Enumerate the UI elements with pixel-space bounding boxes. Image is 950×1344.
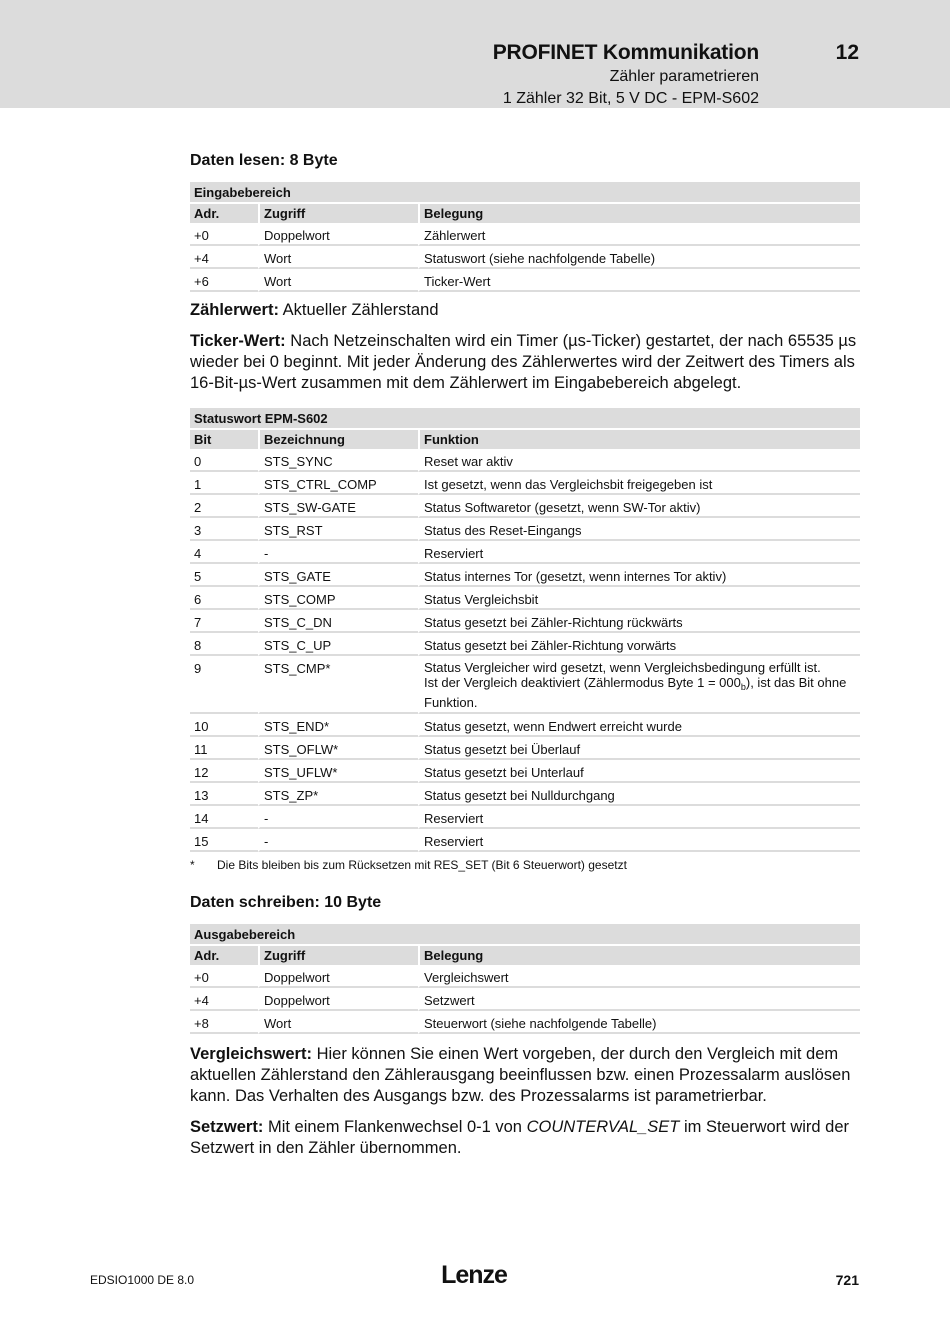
table-cell (418, 658, 860, 714)
table-cell: STS_C_DN (258, 612, 418, 633)
paragraph-text: Nach Netzeinschalten wird ein Timer (µs-Ticker) gestartet, der nach 65535 µs wieder bei 0 beginnt. Mit jeder Änderung des Zählerwertes wird der Zeitwert des Timers als 16-Bit-µs-Wert zusammen mit dem Zählerwert im Eingabebereich abgelegt. (190, 332, 857, 392)
table-cell: Status des Reset-Eingangs (418, 520, 860, 541)
table-row (190, 967, 860, 988)
table-row (190, 831, 860, 852)
paragraph-text: im Steuerwort wird der Setzwert in den Zähler übernommen. (190, 1118, 850, 1157)
input-area-table (190, 180, 860, 294)
table-caption: Eingabebereich (190, 182, 860, 202)
table-cell: STS_END* (258, 716, 418, 737)
table-row (190, 271, 860, 292)
table-cell: 0 (190, 451, 258, 472)
table-cell: STS_SW-GATE (258, 497, 418, 518)
table-cell: STS_CMP* (258, 658, 418, 714)
table-cell: STS_COMP (258, 589, 418, 610)
column-header: Adr. (190, 946, 258, 965)
subscript: b (740, 682, 746, 692)
paragraph-text: Mit einem Flankenwechsel 0-1 von (263, 1118, 527, 1136)
table-row (190, 497, 860, 518)
paragraph-text: Hier können Sie einen Wert vorgeben, der durch den Vergleich mit dem aktuellen Zählerstand den Zählerausgang beeinflussen bzw. einen Prozessalarm auslösen kann. Das Verhalten des Ausgangs bzw. des Prozessalarms ist parametrierbar. (190, 1045, 851, 1105)
table-cell: Doppelwort (258, 967, 418, 988)
table-cell: - (258, 808, 418, 829)
table-cell: Reserviert (418, 808, 860, 829)
table-footnote (190, 858, 860, 872)
table-row (190, 566, 860, 587)
table-cell: +4 (190, 248, 258, 269)
table-cell: 12 (190, 762, 258, 783)
table-row (190, 589, 860, 610)
table-cell: 14 (190, 808, 258, 829)
table-cell: Wort (258, 248, 418, 269)
table-caption: Statuswort EPM-S602 (190, 408, 860, 428)
header-subtitle: Zähler parametrieren (609, 68, 759, 85)
table-cell: 2 (190, 497, 258, 518)
table-cell: - (258, 543, 418, 564)
table-cell: Ticker-Wert (418, 271, 860, 292)
table-cell: Statuswort (siehe nachfolgende Tabelle) (418, 248, 860, 269)
term: Setzwert: (190, 1118, 264, 1136)
page-number: 721 (835, 1272, 859, 1288)
lenze-logo (436, 1262, 512, 1288)
table-cell: Zählerwert (418, 225, 860, 246)
paragraph-ticker (190, 331, 860, 394)
table-cell: Ist gesetzt, wenn das Vergleichsbit freigegeben ist (418, 474, 860, 495)
table-row (190, 658, 860, 714)
output-area-table (190, 922, 860, 1036)
paragraph-vergleichswert (190, 1044, 860, 1107)
table-row (190, 1013, 860, 1034)
cell-text: Funktion. (424, 695, 478, 710)
table-cell: Status Softwaretor (gesetzt, wenn SW-Tor aktiv) (418, 497, 860, 518)
table-cell: 3 (190, 520, 258, 541)
table-cell: Wort (258, 1013, 418, 1034)
table-row (190, 990, 860, 1011)
table-cell: Status gesetzt bei Nulldurchgang (418, 785, 860, 806)
section-heading: Daten lesen: 8 Byte (190, 152, 338, 169)
table-row (190, 808, 860, 829)
table-cell: 1 (190, 474, 258, 495)
table-cell: +6 (190, 271, 258, 292)
table-cell: Setzwert (418, 990, 860, 1011)
header-subtitle: 1 Zähler 32 Bit, 5 V DC - EPM-S602 (502, 90, 759, 107)
table-cell: STS_GATE (258, 566, 418, 587)
column-header: Zugriff (258, 946, 418, 965)
table-row (190, 543, 860, 564)
term: Vergleichswert: (190, 1045, 312, 1063)
table-row (190, 474, 860, 495)
paragraph-setzwert (190, 1117, 860, 1159)
table-cell: Wort (258, 271, 418, 292)
table-cell: Status gesetzt bei Zähler-Richtung vorwärts (418, 635, 860, 656)
column-header: Bezeichnung (258, 430, 418, 449)
term: Zählerwert: (190, 301, 279, 319)
table-cell: STS_RST (258, 520, 418, 541)
table-cell: 8 (190, 635, 258, 656)
paragraph-text: Aktueller Zählerstand (278, 301, 439, 319)
document-id: EDSIO1000 DE 8.0 (90, 1273, 195, 1287)
table-cell: Status internes Tor (gesetzt, wenn internes Tor aktiv) (418, 566, 860, 587)
table-cell: Doppelwort (258, 225, 418, 246)
header-title: PROFINET Kommunikation (492, 41, 759, 64)
table-cell: Status gesetzt bei Unterlauf (418, 762, 860, 783)
column-header: Belegung (418, 204, 860, 223)
cell-text: Status Vergleicher wird gesetzt, wenn Vergleichsbedingung erfüllt ist. (424, 660, 821, 675)
column-header: Belegung (418, 946, 860, 965)
main-content (190, 150, 860, 1159)
table-cell: 13 (190, 785, 258, 806)
table-row (190, 635, 860, 656)
table-cell: 11 (190, 739, 258, 760)
table-cell: STS_CTRL_COMP (258, 474, 418, 495)
table-row (190, 225, 860, 246)
table-cell: - (258, 831, 418, 852)
paragraph-italic: COUNTERVAL_SET (526, 1118, 680, 1136)
table-cell: STS_SYNC (258, 451, 418, 472)
table-row (190, 716, 860, 737)
term: Ticker-Wert: (190, 332, 286, 350)
page-header (0, 0, 950, 108)
table-cell: STS_ZP* (258, 785, 418, 806)
table-row (190, 762, 860, 783)
table-cell: 7 (190, 612, 258, 633)
table-cell: Reserviert (418, 831, 860, 852)
table-cell: Status gesetzt bei Zähler-Richtung rückwärts (418, 612, 860, 633)
table-cell: STS_C_UP (258, 635, 418, 656)
table-row (190, 612, 860, 633)
table-cell: +0 (190, 225, 258, 246)
table-cell: Status Vergleichsbit (418, 589, 860, 610)
column-header: Funktion (418, 430, 860, 449)
table-row (190, 451, 860, 472)
table-cell: Status gesetzt, wenn Endwert erreicht wurde (418, 716, 860, 737)
cell-text: Ist der Vergleich deaktiviert (Zählermodus Byte 1 = 000 (424, 675, 741, 690)
table-cell: Vergleichswert (418, 967, 860, 988)
footnote-mark: * (190, 858, 195, 872)
table-cell: Status gesetzt bei Überlauf (418, 739, 860, 760)
cell-text: ), ist das Bit ohne (745, 675, 847, 690)
table-cell: 4 (190, 543, 258, 564)
table-cell: +4 (190, 990, 258, 1011)
column-header: Bit (190, 430, 258, 449)
table-cell: +8 (190, 1013, 258, 1034)
table-caption: Ausgabebereich (190, 924, 860, 944)
table-cell: +0 (190, 967, 258, 988)
table-cell: Steuerwort (siehe nachfolgende Tabelle) (418, 1013, 860, 1034)
column-header: Zugriff (258, 204, 418, 223)
table-cell: Reserviert (418, 543, 860, 564)
chapter-number: 12 (835, 41, 859, 64)
logo-text: Lenze (441, 1262, 507, 1288)
table-cell: 5 (190, 566, 258, 587)
table-cell: Reset war aktiv (418, 451, 860, 472)
table-cell: 6 (190, 589, 258, 610)
table-cell: 15 (190, 831, 258, 852)
table-cell: Doppelwort (258, 990, 418, 1011)
paragraph-zaehlerwert (190, 300, 860, 321)
table-row (190, 785, 860, 806)
table-row (190, 248, 860, 269)
table-cell: 10 (190, 716, 258, 737)
table-row (190, 739, 860, 760)
footnote-text: Die Bits bleiben bis zum Rücksetzen mit RES_SET (Bit 6 Steuerwort) gesetzt (217, 858, 627, 872)
status-word-table (190, 406, 860, 854)
section-heading: Daten schreiben: 10 Byte (190, 894, 382, 911)
table-cell: STS_UFLW* (258, 762, 418, 783)
table-cell: STS_OFLW* (258, 739, 418, 760)
column-header: Adr. (190, 204, 258, 223)
table-row (190, 520, 860, 541)
table-cell: 9 (190, 658, 258, 714)
